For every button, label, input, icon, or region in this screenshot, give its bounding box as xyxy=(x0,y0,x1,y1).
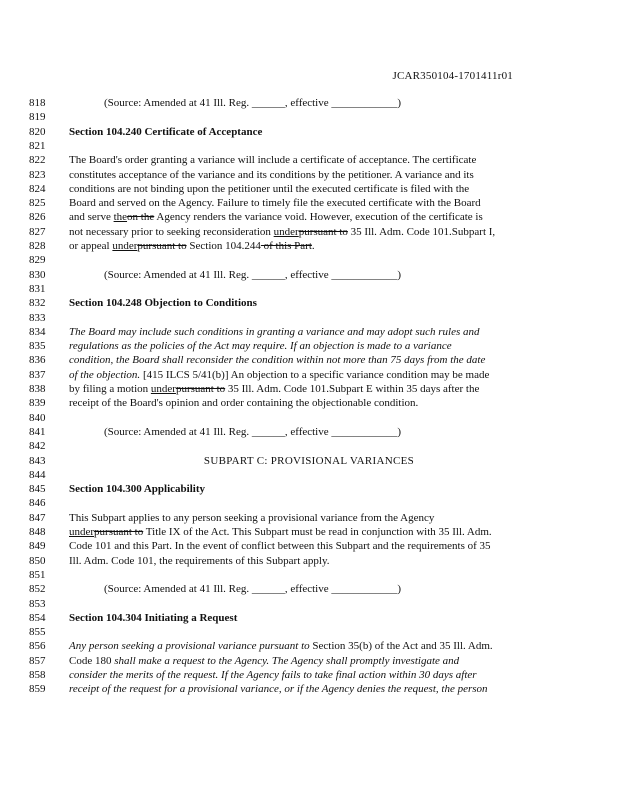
text-run: Section 104.244 xyxy=(186,240,261,252)
line-number: 854 xyxy=(29,611,46,624)
text-run: [415 ILCS 5/41(b)] An objection to a specific variance condition may be made xyxy=(140,368,490,381)
line-number: 822 xyxy=(29,154,46,167)
line-number: 835 xyxy=(29,340,46,353)
line-number: 841 xyxy=(29,425,46,438)
line-text xyxy=(69,682,488,696)
document-line xyxy=(0,682,618,696)
text-run: This Subpart applies to any person seeking a provisional variance from the Agency xyxy=(69,511,435,524)
line-number: 850 xyxy=(29,554,46,567)
document-line xyxy=(0,253,618,267)
document-line xyxy=(0,482,618,496)
line-text xyxy=(69,153,476,167)
document-line xyxy=(0,210,618,224)
line-number: 833 xyxy=(29,311,46,324)
line-number: 837 xyxy=(29,368,46,381)
text-run: receipt of the request for a provisional variance, or if the Agency denies the request, the person xyxy=(69,683,488,696)
deleted-text: of this Part xyxy=(260,240,312,252)
line-number: 846 xyxy=(29,497,46,510)
document-line xyxy=(0,296,618,310)
line-number: 823 xyxy=(29,168,46,181)
document-line xyxy=(0,110,618,124)
line-text xyxy=(69,611,237,625)
line-number: 820 xyxy=(29,125,46,138)
text-run: by filing a motion xyxy=(69,383,151,395)
deleted-text: on the xyxy=(127,211,155,224)
inserted-text: under xyxy=(112,240,138,252)
document-line xyxy=(0,196,618,210)
document-line xyxy=(0,311,618,325)
line-text xyxy=(69,396,418,410)
document-line xyxy=(0,611,618,625)
text-run: Section 104.304 Initiating a Request xyxy=(69,611,238,624)
document-line xyxy=(0,239,618,253)
line-number: 828 xyxy=(29,240,46,252)
document-line xyxy=(0,339,618,353)
line-number: 838 xyxy=(29,383,46,395)
line-number: 824 xyxy=(29,182,46,195)
text-run: (Source: Amended at 41 Ill. Reg. ______, effective ____________) xyxy=(104,268,402,281)
line-number: 831 xyxy=(29,282,46,295)
document-line xyxy=(0,439,618,453)
text-run: consider the merits of the request. If the Agency fails to take final action within 30 days after xyxy=(69,669,477,681)
inserted-text: the xyxy=(113,211,128,224)
document-line xyxy=(0,454,618,468)
line-text xyxy=(0,454,618,468)
line-text xyxy=(69,511,434,525)
line-number: 827 xyxy=(29,225,46,238)
line-number: 848 xyxy=(29,526,46,538)
line-number: 840 xyxy=(29,411,46,424)
inserted-text: under xyxy=(69,526,95,538)
text-run: Section 35(b) of the Act and 35 Ill. Adm. xyxy=(309,640,493,653)
line-number: 834 xyxy=(29,325,46,338)
text-run: regulations as the policies of the Act may require. If an objection is made to a variance xyxy=(69,340,452,353)
line-number: 819 xyxy=(29,111,46,124)
deleted-text: pursuant to xyxy=(298,225,348,238)
line-text xyxy=(69,654,459,668)
line-number: 858 xyxy=(29,669,46,681)
line-number: 851 xyxy=(29,568,46,581)
line-number: 825 xyxy=(29,197,46,210)
document-line xyxy=(0,96,618,110)
text-run: SUBPART C: PROVISIONAL VARIANCES xyxy=(203,454,415,467)
text-run: Code 180 xyxy=(69,654,115,667)
document-line xyxy=(0,282,618,296)
document-line xyxy=(0,125,618,139)
text-run: (Source: Amended at 41 Ill. Reg. ______, effective ____________) xyxy=(104,425,402,438)
line-text xyxy=(69,353,485,367)
document-line xyxy=(0,639,618,653)
line-number: 859 xyxy=(29,683,46,696)
document-line xyxy=(0,153,618,167)
line-number: 849 xyxy=(29,540,46,553)
document-line xyxy=(0,225,618,239)
line-text xyxy=(104,582,401,596)
text-run: (Source: Amended at 41 Ill. Reg. ______, effective ____________) xyxy=(104,97,402,109)
text-run: Section 104.300 Applicability xyxy=(69,483,205,496)
line-number: 842 xyxy=(29,440,46,453)
line-number: 845 xyxy=(29,483,46,496)
line-text xyxy=(69,639,493,653)
line-text xyxy=(69,539,491,553)
document-line xyxy=(0,382,618,396)
text-run: . xyxy=(311,240,315,252)
document-line xyxy=(0,325,618,339)
line-number: 832 xyxy=(29,297,46,310)
line-text xyxy=(104,268,401,282)
line-text xyxy=(69,225,495,239)
text-run: (Source: Amended at 41 Ill. Reg. ______, effective ____________) xyxy=(104,583,402,596)
document-id-header: JCAR350104-1701411r01 xyxy=(392,70,513,82)
text-run: Section 104.240 Certificate of Acceptance xyxy=(69,125,263,138)
text-run: 35 Ill. Adm. Code 101.Subpart E within 35 days after the xyxy=(225,383,480,395)
document-line xyxy=(0,468,618,482)
line-text xyxy=(69,382,479,396)
document-line xyxy=(0,582,618,596)
text-run: condition, the Board shall reconsider the condition within not more than 75 days from the date xyxy=(69,354,486,367)
line-number: 839 xyxy=(29,397,46,410)
line-text xyxy=(69,168,474,182)
line-number: 843 xyxy=(29,454,46,467)
line-number: 818 xyxy=(29,97,46,109)
document-line xyxy=(0,425,618,439)
line-text xyxy=(69,196,481,210)
document-line xyxy=(0,668,618,682)
line-number: 852 xyxy=(29,583,46,596)
text-run: Section 104.248 Objection to Conditions xyxy=(69,297,257,310)
line-text xyxy=(104,96,401,110)
deleted-text: pursuant to xyxy=(94,526,144,538)
text-run: 35 Ill. Adm. Code 101.Subpart I, xyxy=(347,225,496,238)
line-text xyxy=(69,325,480,339)
line-number: 829 xyxy=(29,254,46,267)
text-run: of the objection. xyxy=(69,368,141,381)
line-number: 826 xyxy=(29,211,46,224)
line-text xyxy=(69,210,483,224)
document-line xyxy=(0,353,618,367)
line-text xyxy=(69,554,330,568)
document-line xyxy=(0,554,618,568)
document-line xyxy=(0,182,618,196)
line-text xyxy=(69,525,492,539)
line-text xyxy=(69,296,257,310)
inserted-text: under xyxy=(150,383,176,395)
text-run: Agency renders the variance void. However, execution of the certificate is xyxy=(154,211,483,224)
document-line xyxy=(0,268,618,282)
line-text xyxy=(69,482,205,496)
deleted-text: pursuant to xyxy=(137,240,187,252)
text-run: The Board's order granting a variance will include a certificate of acceptance. The certificate xyxy=(69,154,477,167)
document-line xyxy=(0,625,618,639)
document-line xyxy=(0,396,618,410)
line-number: 844 xyxy=(29,468,46,481)
document-line xyxy=(0,597,618,611)
text-run: conditions are not binding upon the petitioner until the executed certificate is filed with the xyxy=(69,182,470,195)
line-number: 853 xyxy=(29,597,46,610)
line-text xyxy=(69,668,477,682)
line-number: 856 xyxy=(29,640,46,653)
text-run: or appeal xyxy=(69,240,113,252)
line-text xyxy=(69,368,489,382)
line-text xyxy=(69,125,262,139)
text-run: receipt of the Board's opinion and order containing the objectionable condition. xyxy=(69,397,419,410)
text-run: constitutes acceptance of the variance and its conditions by the petitioner. A variance and its xyxy=(69,168,474,181)
line-text xyxy=(69,182,469,196)
text-run: Any person seeking a provisional variance pursuant to xyxy=(69,640,310,653)
text-run: and serve xyxy=(69,211,114,224)
document-line xyxy=(0,168,618,182)
line-number: 847 xyxy=(29,511,46,524)
inserted-text: under xyxy=(273,225,299,238)
document-line xyxy=(0,496,618,510)
text-run: Ill. Adm. Code 101, the requirements of this Subpart apply. xyxy=(69,554,330,567)
deleted-text: pursuant to xyxy=(175,383,226,395)
document-line xyxy=(0,539,618,553)
line-number: 830 xyxy=(29,268,46,281)
text-run: The Board may include such conditions in granting a variance and may adopt such rules and xyxy=(69,325,480,338)
line-number: 855 xyxy=(29,626,46,639)
document-line xyxy=(0,511,618,525)
text-run: Board and served on the Agency. Failure to timely file the executed certificate with the Board xyxy=(69,197,481,210)
document-line xyxy=(0,654,618,668)
line-text xyxy=(69,239,315,253)
line-number: 821 xyxy=(29,139,46,152)
text-run: shall make a request to the Agency. The Agency shall promptly investigate and xyxy=(114,654,460,667)
text-run: Title IX of the Act. This Subpart must be read in conjunction with 35 Ill. Adm. xyxy=(143,526,492,538)
line-text xyxy=(69,339,452,353)
line-number: 857 xyxy=(29,654,46,667)
document-line xyxy=(0,525,618,539)
document-line xyxy=(0,139,618,153)
document-line xyxy=(0,568,618,582)
text-run: not necessary prior to seeking reconsideration xyxy=(69,225,274,238)
document-line xyxy=(0,411,618,425)
line-number: 836 xyxy=(29,354,46,367)
document-line xyxy=(0,368,618,382)
line-text xyxy=(104,425,401,439)
text-run: Code 101 and this Part. In the event of conflict between this Subpart and the requirements of 35 xyxy=(69,540,491,553)
